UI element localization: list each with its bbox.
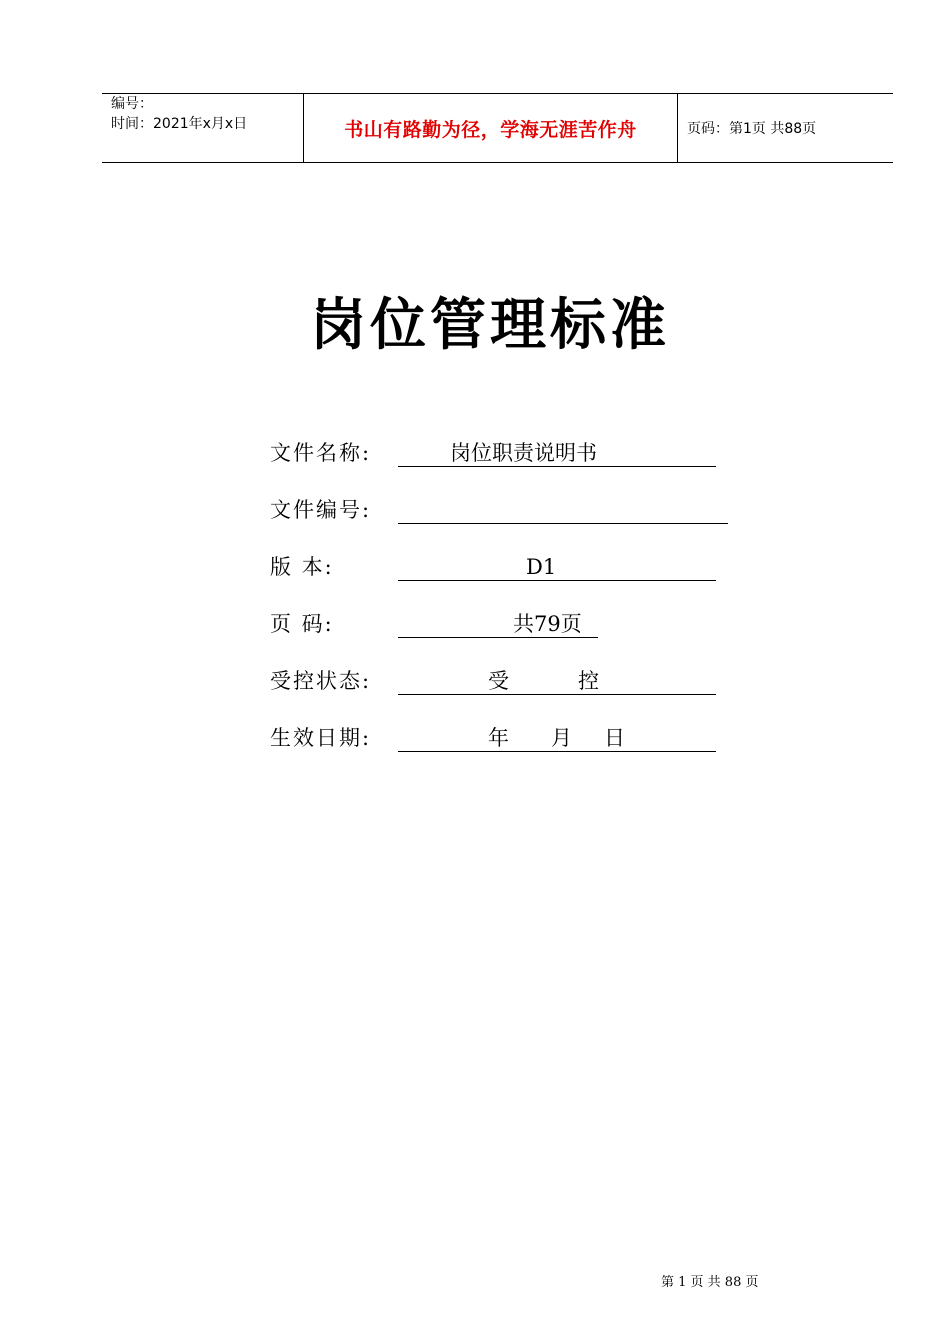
field-line-pages <box>398 609 598 638</box>
header-page-cell <box>678 94 893 162</box>
header-table <box>102 93 893 163</box>
field-value-control-b: 控 <box>578 669 599 693</box>
document-number-label: 编号： <box>111 96 153 112</box>
field-row-version <box>270 552 740 582</box>
header-meta-cell <box>102 94 304 162</box>
field-value-day: 日 <box>604 726 625 750</box>
field-label-file-name: 文件名称: <box>270 441 372 465</box>
field-value-pages: 共79页 <box>513 612 582 636</box>
document-time-label: 时间：2021年x月x日 <box>111 116 248 132</box>
field-line-file-name <box>398 438 716 467</box>
page-footer: 第 1 页 共 88 页 <box>661 1275 759 1290</box>
field-value-year: 年 <box>488 726 509 750</box>
field-label-pages: 页 码: <box>270 612 334 636</box>
field-value-version: D1 <box>526 555 557 579</box>
field-label-control: 受控状态: <box>270 669 372 693</box>
field-line-control <box>398 666 716 695</box>
field-row-file-number <box>270 495 740 525</box>
document-title: 岗位管理标准 <box>310 292 670 358</box>
header-page-info: 页码：第1页 共88页 <box>687 121 817 137</box>
field-value-file-name: 岗位职责说明书 <box>450 441 597 465</box>
field-row-pages <box>270 609 740 639</box>
field-row-file-name <box>270 438 740 468</box>
field-row-control <box>270 666 740 696</box>
field-value-control-a: 受 <box>488 669 509 693</box>
field-label-version: 版 本: <box>270 555 334 579</box>
field-line-effective-date <box>398 723 716 752</box>
field-line-file-number <box>398 495 728 524</box>
field-label-effective-date: 生效日期: <box>270 726 372 750</box>
header-motto: 书山有路勤为径，学海无涯苦作舟 <box>344 118 637 141</box>
header-motto-cell <box>304 94 678 162</box>
field-value-month: 月 <box>551 726 572 750</box>
field-line-version <box>398 552 716 581</box>
field-row-effective-date <box>270 723 740 753</box>
field-label-file-number: 文件编号: <box>270 498 372 522</box>
